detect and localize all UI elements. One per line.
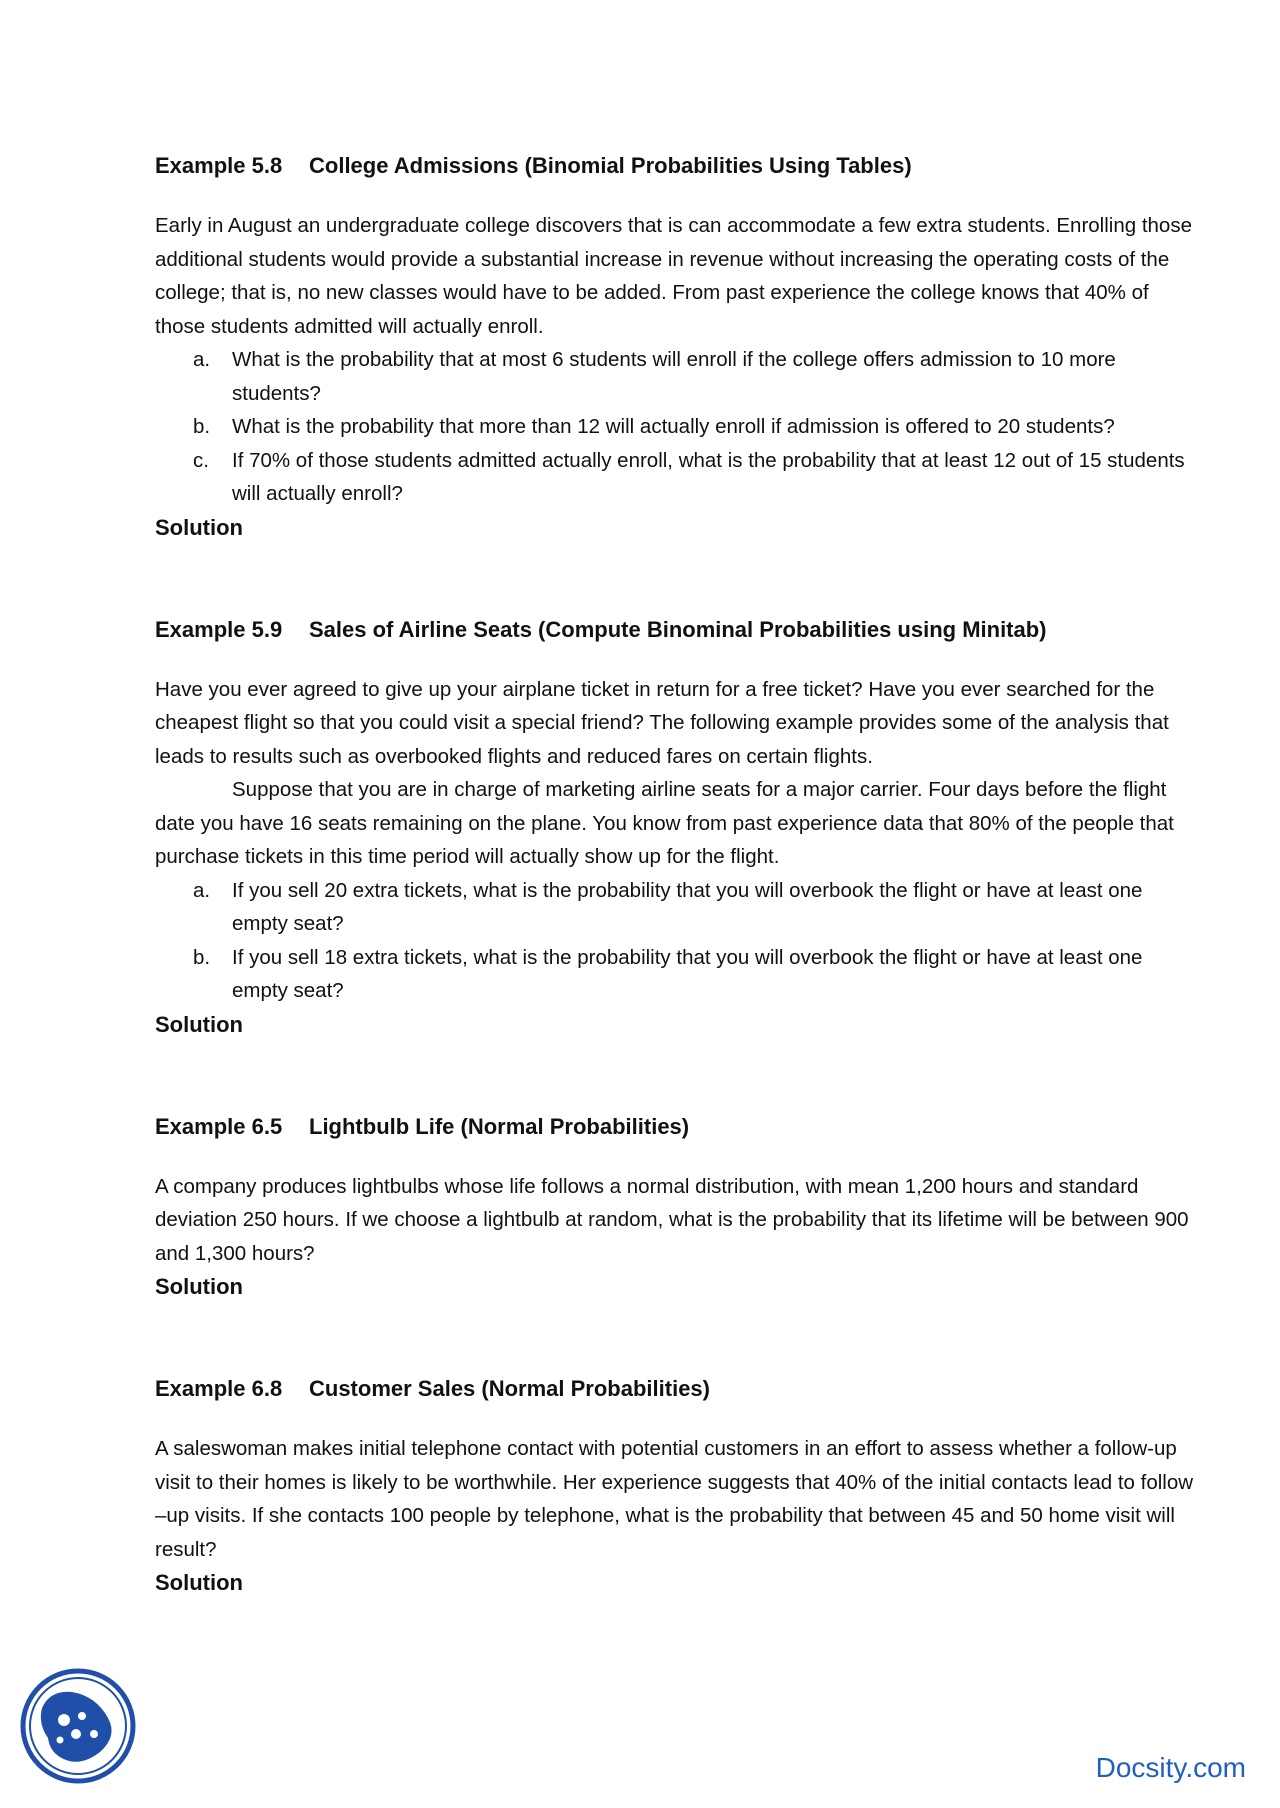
example-heading bbox=[155, 614, 1195, 646]
question-text: What is the probability that more than 12 will actually enroll if admission is offered to 20 students? bbox=[232, 415, 1115, 438]
example-title: Lightbulb Life (Normal Probabilities) bbox=[309, 1113, 690, 1139]
example-heading bbox=[155, 1373, 1195, 1405]
document-content bbox=[155, 150, 1195, 1600]
solution-heading: Solution bbox=[155, 1570, 243, 1595]
question-text: If 70% of those students admitted actually enroll, what is the probability that at least 12 out of 15 students will actually enroll? bbox=[232, 448, 1185, 505]
docsity-brand-link[interactable]: Docsity.com bbox=[1095, 1752, 1246, 1783]
example-number: Example 6.8 bbox=[155, 1376, 283, 1401]
example-paragraph: Have you ever agreed to give up your airplane ticket in return for a free ticket? Have you ever searched for the cheapest flight so that you could visit a special friend? The following example provides some of the analysis that leads to results such as overbooked flights and reduced fares on certain flights. bbox=[155, 677, 1169, 768]
solution-heading: Solution bbox=[155, 514, 243, 540]
example-heading bbox=[155, 150, 1195, 182]
example-paragraph: Suppose that you are in charge of marketing airline seats for a major carrier. Four days before the flight date you have 16 seats remaining on the plane. You know from past experience data that 80% of the people that purchase tickets in this time period will actually show up for the flight. bbox=[155, 778, 1174, 868]
question-marker: a. bbox=[193, 878, 211, 902]
example-paragraph: A saleswoman makes initial telephone contact with potential customers in an effort to assess whether a follow-up visit to their homes is likely to be worthwhile. Her experience suggests that 40% of the initial contacts lead to follow –up visits. If she contacts 100 people by telephone, what is the probability that between 45 and 50 home visit will result? bbox=[155, 1437, 1194, 1561]
example-number: Example 5.8 bbox=[155, 153, 283, 178]
example-paragraph: Early in August an undergraduate college discovers that is can accommodate a few extra students. Enrolling those additional students would provide a substantial increase in revenue without increasing the operating costs of the college; that is, no new classes would have to be added. From past experience the college knows that 40% of those students admitted will actually enroll. bbox=[155, 214, 1192, 338]
example-number: Example 6.5 bbox=[155, 1113, 283, 1139]
question-item bbox=[155, 941, 1195, 1008]
question-text: If you sell 20 extra tickets, what is the probability that you will overbook the flight or have at least one empty seat? bbox=[232, 878, 1143, 935]
example-heading bbox=[155, 1111, 1195, 1143]
question-marker: c. bbox=[193, 448, 209, 472]
question-list bbox=[155, 874, 1195, 1008]
question-marker: b. bbox=[193, 945, 211, 969]
question-list bbox=[155, 343, 1195, 511]
docsity-logo-icon[interactable] bbox=[20, 1668, 136, 1784]
solution-heading: Solution bbox=[155, 1274, 243, 1299]
example-number: Example 5.9 bbox=[155, 616, 283, 642]
solution-heading: Solution bbox=[155, 1011, 243, 1037]
example-section bbox=[155, 150, 1195, 545]
example-title: Customer Sales (Normal Probabilities) bbox=[309, 1376, 710, 1401]
example-title: College Admissions (Binomial Probabilities Using Tables) bbox=[309, 153, 912, 178]
example-section bbox=[155, 1111, 1195, 1305]
question-text: What is the probability that at most 6 students will enroll if the college offers admission to 10 more students? bbox=[232, 348, 1116, 405]
question-item bbox=[155, 874, 1195, 941]
example-section bbox=[155, 1373, 1195, 1600]
example-title: Sales of Airline Seats (Compute Binominal Probabilities using Minitab) bbox=[309, 616, 1047, 642]
question-item bbox=[155, 444, 1195, 511]
question-text: If you sell 18 extra tickets, what is the probability that you will overbook the flight or have at least one empty seat? bbox=[232, 945, 1143, 1002]
question-item bbox=[155, 343, 1195, 410]
example-section bbox=[155, 614, 1195, 1042]
question-marker: b. bbox=[193, 415, 211, 438]
question-marker: a. bbox=[193, 348, 211, 371]
example-paragraph: A company produces lightbulbs whose life follows a normal distribution, with mean 1,200 hours and standard deviation 250 hours. If we choose a lightbulb at random, what is the probability that its lifetime will be between 900 and 1,300 hours? bbox=[155, 1174, 1189, 1265]
question-item bbox=[155, 410, 1195, 444]
